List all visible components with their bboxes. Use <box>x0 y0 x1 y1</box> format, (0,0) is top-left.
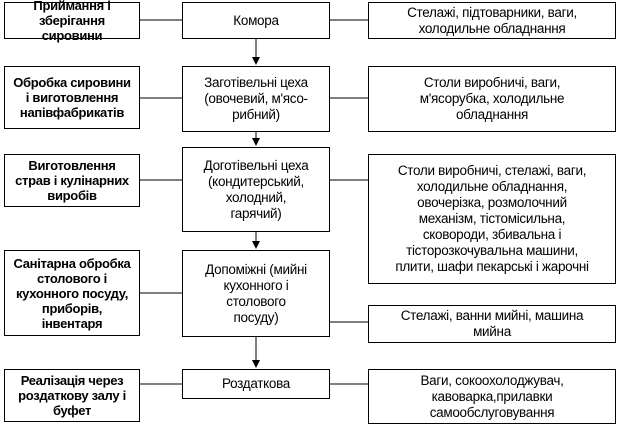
area-storeroom: Комора <box>182 2 330 39</box>
stage-cooking: Виготовлення страв і кулінарних виробів <box>4 154 140 207</box>
area-finishing-shops: Доготівельні цеха (кондитерський, холодний, гарячий) <box>182 147 330 232</box>
area-auxiliary-washing: Допоміжні (мийні кухонного і столового посуду) <box>182 250 330 337</box>
equipment-finishing: Столи виробничі, стелажі, ваги, холодильне обладнання, овочерізка, розмолочний механізм, тістомісильна, сковороди, збивальна і тісторозкочувальна машини, плити, шафи пекарські і жарочні <box>368 154 616 284</box>
area-serving: Роздаткова <box>182 369 330 399</box>
area-preparation-shops: Заготівельні цеха (овочевий, м'ясо- рибний) <box>182 66 330 132</box>
stage-sales: Реалізація через роздаткову залу і буфет <box>4 369 140 422</box>
equipment-serving: Ваги, сокоохолоджувач, кавоварка,прилавки самообслуговування <box>368 369 616 424</box>
equipment-preparation: Столи виробничі, ваги, м'ясорубка, холодильне обладнання <box>368 66 616 132</box>
equipment-storeroom: Стелажі, підтоварники, ваги, холодильне обладнання <box>368 2 616 39</box>
stage-semi-finished: Обробка сировини і виготовлення напівфабрикатів <box>4 66 140 129</box>
stage-sanitary-processing: Санітарна обробка столового і кухонного посуду, приборів, інвентаря <box>4 250 140 336</box>
equipment-washing: Стелажі, ванни мийні, машина мийна <box>368 305 616 343</box>
stage-receiving: Приймання і зберігання сировини <box>4 2 140 39</box>
